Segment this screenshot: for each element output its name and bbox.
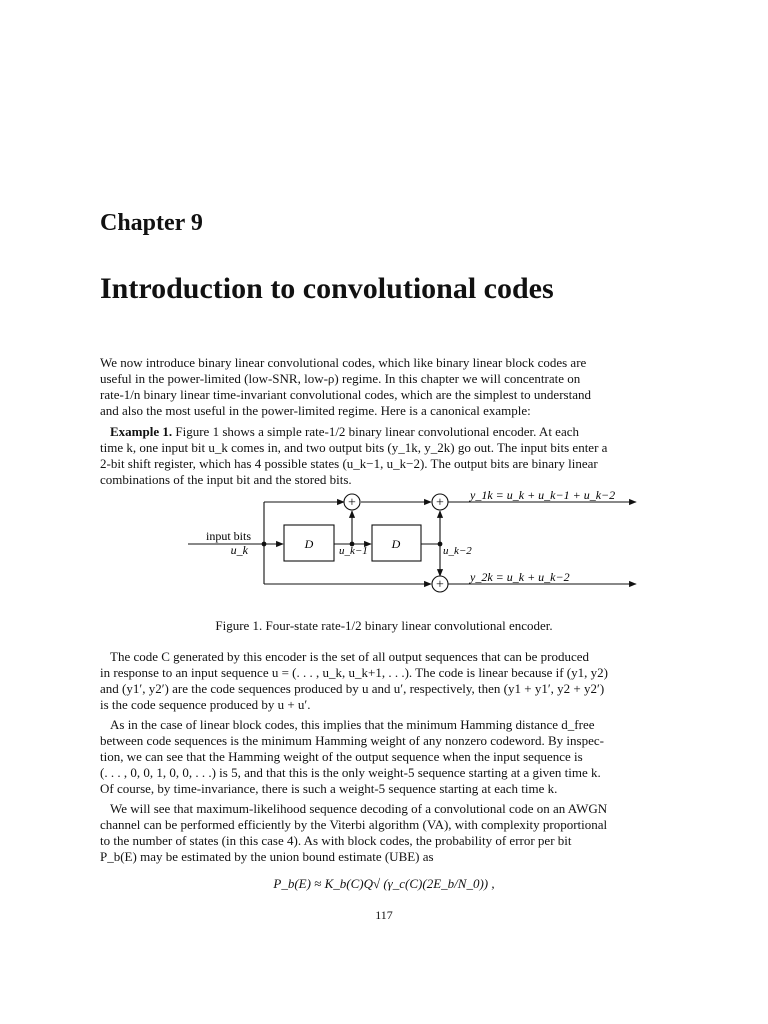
adder-2-symbol: +	[436, 495, 444, 511]
body-paragraph-2	[100, 717, 669, 797]
body-line: We will see that maximum-likelihood sequence decoding of a convolutional code on an AWGN	[110, 801, 608, 816]
input-label: input bits	[205, 529, 251, 543]
output-2-label: y_2k = u_k + u_k−2	[470, 570, 570, 584]
intro-line: rate-1/n binary linear time-invariant convolutional codes, which are the simplest to understand	[100, 387, 591, 402]
body-line: is the code sequence produced by u + u′.	[100, 697, 311, 712]
output-1-label: y_1k = u_k + u_k−1 + u_k−2	[470, 490, 616, 502]
intro-line: useful in the power-limited (low-SNR, low-ρ) regime. In this chapter we will concentrate on	[100, 371, 581, 386]
input-symbol: u_k	[230, 543, 248, 557]
body-line: tion, we can see that the Hamming weight of the output sequence when the input sequence is	[100, 749, 583, 764]
example-first-line-text: Figure 1 shows a simple rate-1/2 binary linear convolutional encoder. At each	[175, 424, 579, 439]
page-number: 117	[375, 908, 393, 922]
state-label-2: u_k−2	[443, 545, 472, 557]
ube-equation: P_b(E) ≈ K_b(C)Q√ (γ_c(C)(2E_b/N_0)) ,	[273, 876, 495, 891]
example-paragraph	[100, 424, 669, 488]
body-paragraph-1	[100, 649, 669, 713]
body-line: P_b(E) may be estimated by the union bound estimate (UBE) as	[100, 849, 434, 864]
adder-1-symbol: +	[348, 495, 356, 511]
junction-input	[262, 542, 267, 547]
figure-caption: Figure 1. Four-state rate-1/2 binary linear convolutional encoder.	[215, 618, 553, 633]
chapter-title: Introduction to convolutional codes	[100, 272, 554, 305]
body-line: Of course, by time-invariance, there is such a weight-5 sequence starting at each time k.	[100, 781, 558, 796]
junction-state2	[438, 542, 443, 547]
example-line: combinations of the input bit and the stored bits.	[100, 472, 352, 487]
example-line: 2-bit shift register, which has 4 possible states (u_k−1, u_k−2). The output bits are binary linear	[100, 456, 598, 471]
body-line: channel can be performed efficiently by the Viterbi algorithm (VA), with complexity proportional	[100, 817, 608, 832]
state-label-1: u_k−1	[339, 545, 368, 557]
adder-3-symbol: +	[436, 577, 444, 593]
body-line: (. . . , 0, 0, 1, 0, 0, . . .) is 5, and that this is the only weight-5 sequence starting at a given time k.	[100, 765, 601, 780]
intro-line: and also the most useful in the power-limited regime. Here is a canonical example:	[100, 403, 531, 418]
body-paragraph-3	[100, 801, 669, 865]
body-line: between code sequences is the minimum Hamming weight of any nonzero codeword. By inspec-	[100, 733, 604, 748]
delay-label-2: D	[391, 537, 401, 551]
body-line: and (y1′, y2′) are the code sequences produced by u and u′, respectively, then (y1 + y1′, y2 + y2′)	[100, 681, 605, 696]
body-line: to the number of states (in this case 4). As with block codes, the probability of error per bit	[100, 833, 572, 848]
example-heading: Example 1.	[110, 424, 173, 439]
example-line: time k, one input bit u_k comes in, and two output bits (y_1k, y_2k) go out. The input bits enter a	[100, 440, 608, 455]
body-line: in response to an input sequence u = (. . . , u_k, u_k+1, . . .). The code is linear because if (y1, y2)	[100, 665, 608, 680]
delay-label-1: D	[304, 537, 314, 551]
intro-paragraph	[100, 355, 669, 419]
intro-line: We now introduce binary linear convolutional codes, which like binary linear block codes are	[100, 355, 587, 370]
body-line: The code C generated by this encoder is the set of all output sequences that can be produced	[110, 649, 590, 664]
example-first-line	[100, 424, 669, 440]
chapter-label: Chapter 9	[100, 210, 203, 236]
body-line: As in the case of linear block codes, this implies that the minimum Hamming distance d_free	[110, 717, 595, 732]
encoder-diagram	[0, 490, 768, 600]
